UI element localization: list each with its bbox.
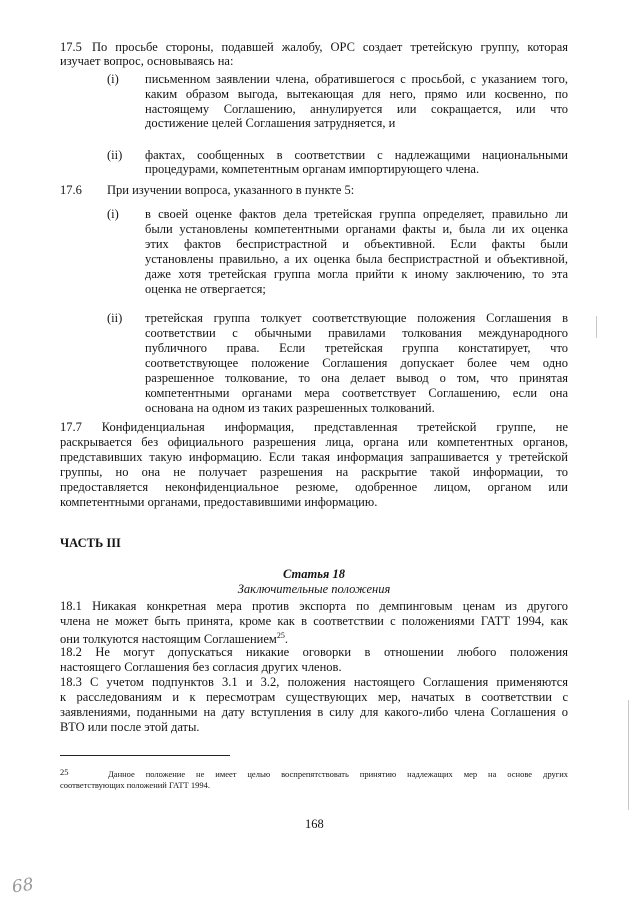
s17-5-i-line: настоящему Соглашению, аннулируется или сокращается, или что xyxy=(145,102,568,116)
s17-6-ii-line: разрешенное толкование, то она делает вывод о том, что принятая xyxy=(145,371,568,385)
footnote-divider xyxy=(60,755,230,756)
s17-6-i-line: этих фактов беспристрастной и объективной. Если факты были xyxy=(145,237,568,251)
s17-6-ii-line: основана на одном из таких разрешенных толкований. xyxy=(145,401,435,415)
s17-6-ii-line: соответствии с обычными правилами толкования международного xyxy=(145,326,568,340)
s17-5-line: изучает вопрос, основываясь на: xyxy=(60,54,234,68)
article-title: Статья 18 xyxy=(283,567,345,581)
footnote-reference: 25 xyxy=(276,631,285,640)
footnote-line: соответствующих положений ГАТТ 1994. xyxy=(60,780,210,790)
item-marker: (i) xyxy=(107,72,119,86)
s17-6-intro: При изучении вопроса, указанного в пункте 5: xyxy=(107,183,355,197)
s17-7-line: представивших такую информацию. Если такая информация запрашивается у третейской xyxy=(60,450,568,464)
section-number-17-5: 17.5 xyxy=(60,40,82,54)
s17-6-ii-line: третейская группа толкует соответствующие положения Соглашения в xyxy=(145,311,568,325)
item-marker: (i) xyxy=(107,207,119,221)
s17-5-i-line: каким образом выгода, вытекающая для него, прямо или косвенно, по xyxy=(145,87,568,101)
section-number-17-6: 17.6 xyxy=(60,183,82,197)
s17-7-line: группы, но она не получает разрешения на раскрытие такой информации, то xyxy=(60,465,568,479)
s17-6-i-line: в своей оценке фактов дела третейская группа определяет, правильно ли xyxy=(145,207,568,221)
s17-6-ii-line: публичного права. Если третейская группа констатирует, что xyxy=(145,341,568,355)
s18-line: заявлениями, поданными на дату вступления в силу для какого-либо члена Соглашения о xyxy=(60,705,568,719)
s17-6-i-line: оценка не отвергается; xyxy=(145,282,266,296)
s17-5-line: По просьбе стороны, подавшей жалобу, ОРС создает третейскую группу, которая xyxy=(92,40,568,54)
scan-edge xyxy=(628,700,629,810)
s17-5-ii-line: фактах, сообщенных в соответствии с надлежащими национальными xyxy=(145,148,568,162)
s17-7-line: предоставляется неконфиденциальное резюме, одобренное лицом, органом или xyxy=(60,480,568,494)
part-heading: ЧАСТЬ III xyxy=(60,536,121,550)
item-marker: (ii) xyxy=(107,148,123,162)
s17-6-i-line: были установлены компетентными органами факты и, была ли их оценка xyxy=(145,222,568,236)
s17-7-line: раскрывается без официального разрешения лица, органа или компетентных органов, xyxy=(60,435,568,449)
s18-line-with-footnote xyxy=(60,629,288,646)
s18-line: 18.2 Не могут допускаться никакие оговорки в отношении любого положения xyxy=(60,645,568,659)
article-subtitle: Заключительные положения xyxy=(237,582,391,596)
s18-line: к расследованиям и к пересмотрам существующих мер, начатых в соответствии с xyxy=(60,690,568,704)
s17-7-line: компетентными органами, предоставившими информацию. xyxy=(60,495,378,509)
s17-5-ii-line: процедурами, компетентным органам импортирующего члена. xyxy=(145,162,480,176)
scan-mark xyxy=(596,316,597,338)
s17-5-i-line: письменном заявлении члена, обратившегося с просьбой, с указанием того, xyxy=(145,72,568,86)
page-number: 168 xyxy=(305,817,324,831)
s17-6-ii-line: соответствующее положение Соглашения допускает более чем одно xyxy=(145,356,568,370)
item-marker: (ii) xyxy=(107,311,123,325)
s17-6-i-line: установлены правильно, а их оценка была беспристрастной и объективной, xyxy=(145,252,568,266)
s18-line: настоящего Соглашения без согласия других членов. xyxy=(60,660,342,674)
handwritten-page-mark: 68 xyxy=(10,874,35,898)
s18-text: они толкуются настоящим Соглашением xyxy=(60,632,277,647)
sentence-end: . xyxy=(284,632,288,647)
footnote-number: 25 xyxy=(60,767,69,777)
footnote-line: Данное положение не имеет целью воспрепятствовать принятию надлежащих мер на основе других xyxy=(108,769,568,779)
s17-5-i-line: достижение целей Соглашения затрудняется, и xyxy=(145,116,396,130)
s17-6-i-line: даже хотя третейская группа могла прийти к иному заключению, то эта xyxy=(145,267,568,281)
s17-7-line: 17.7 Конфиденциальная информация, представленная третейской группе, не xyxy=(60,420,568,434)
s18-line: ВТО или после этой даты. xyxy=(60,720,200,734)
s17-6-ii-line: компетентными органами мера соответствует Соглашению, если она xyxy=(145,386,568,400)
s18-line: члена не может быть принята, кроме как в соответствии с положениями ГАТТ 1994, как xyxy=(60,614,568,628)
s18-line: 18.3 С учетом подпунктов 3.1 и 3.2, положения настоящего Соглашения применяются xyxy=(60,675,568,689)
s18-line: 18.1 Никакая конкретная мера против экспорта по демпинговым ценам из другого xyxy=(60,599,568,613)
